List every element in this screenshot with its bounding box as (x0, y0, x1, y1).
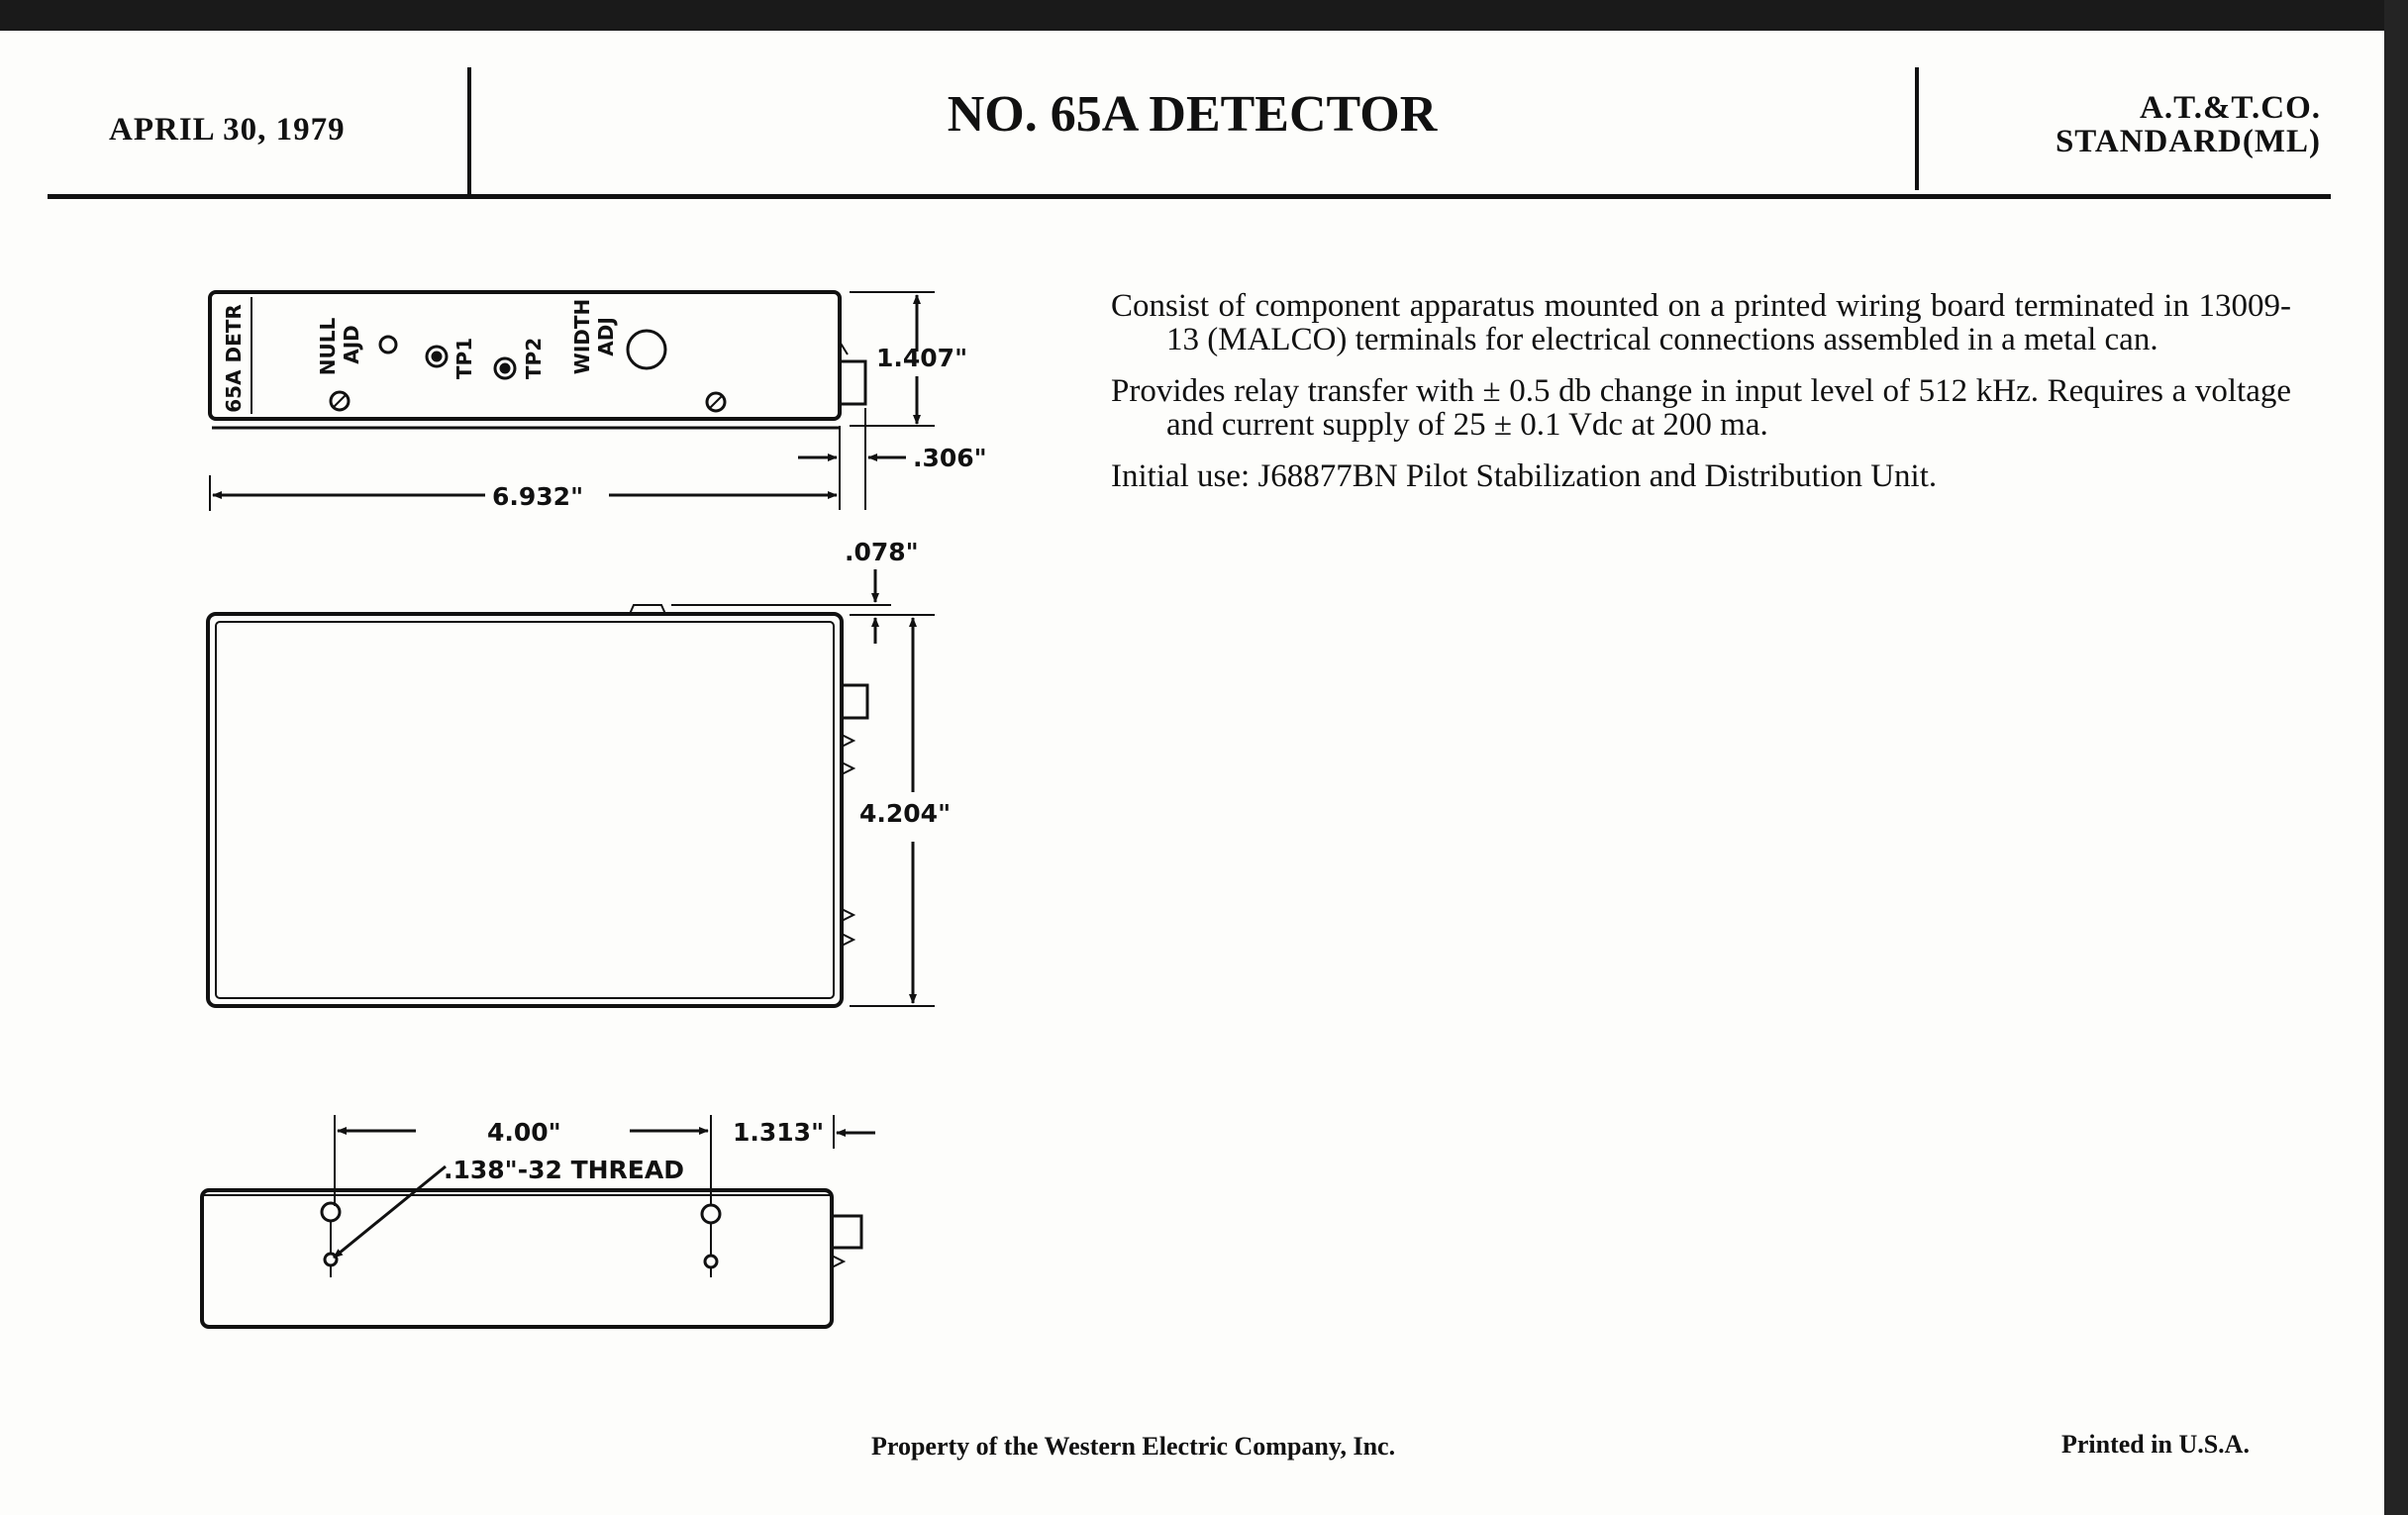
top-view (208, 569, 935, 1006)
page-title: NO. 65A DETECTOR (947, 86, 1438, 143)
printed-notice: Printed in U.S.A. (2061, 1430, 2250, 1459)
mount-hole-left (322, 1203, 340, 1221)
width-adj-knob-icon (628, 331, 665, 368)
property-notice: Property of the Western Electric Company, Inc. (871, 1432, 1396, 1461)
null-adj-label: AJD (340, 325, 363, 364)
null-label: NULL (316, 317, 340, 376)
issue-date: APRIL 30, 1979 (109, 112, 346, 148)
width-label: WIDTH (570, 298, 594, 375)
tp2-label: TP2 (522, 337, 546, 380)
dim-lip: .078" (845, 538, 919, 566)
dim-length: 6.932" (492, 482, 584, 511)
standard-line-2: STANDARD(ML) (2055, 124, 2321, 159)
dim-mount-spacing: 4.00" (487, 1118, 561, 1147)
side-view (202, 1115, 875, 1327)
null-adj-hole (380, 337, 396, 353)
side-connector (840, 361, 865, 404)
mount-hole-right (702, 1205, 720, 1223)
tp1-label: TP1 (452, 337, 476, 380)
dim-depth: .306" (913, 444, 987, 472)
description-para-1: Consist of component apparatus mounted on a printed wiring board terminated in 13009-13 (MALCO) terminals for electrical connections assembled in a metal can. (1111, 288, 2291, 357)
description-para-3: Initial use: J68877BN Pilot Stabilization and Distribution Unit. (1111, 458, 1938, 494)
front-panel-label: 65A DETR (222, 304, 246, 413)
description-para-2: Provides relay transfer with ± 0.5 db change in input level of 512 kHz. Requires a voltage and current supply of 25 ± 0.1 Vdc at 200 ma. (1111, 373, 2291, 443)
width-adj-label: ADJ (594, 317, 618, 356)
dim-mount-offset: 1.313" (733, 1118, 825, 1147)
standard-line-1: A.T.&T.CO. (2140, 90, 2321, 126)
dim-width: 4.204" (859, 799, 952, 828)
dim-height: 1.407" (876, 344, 968, 372)
thread-label: .138"-32 THREAD (444, 1156, 684, 1184)
